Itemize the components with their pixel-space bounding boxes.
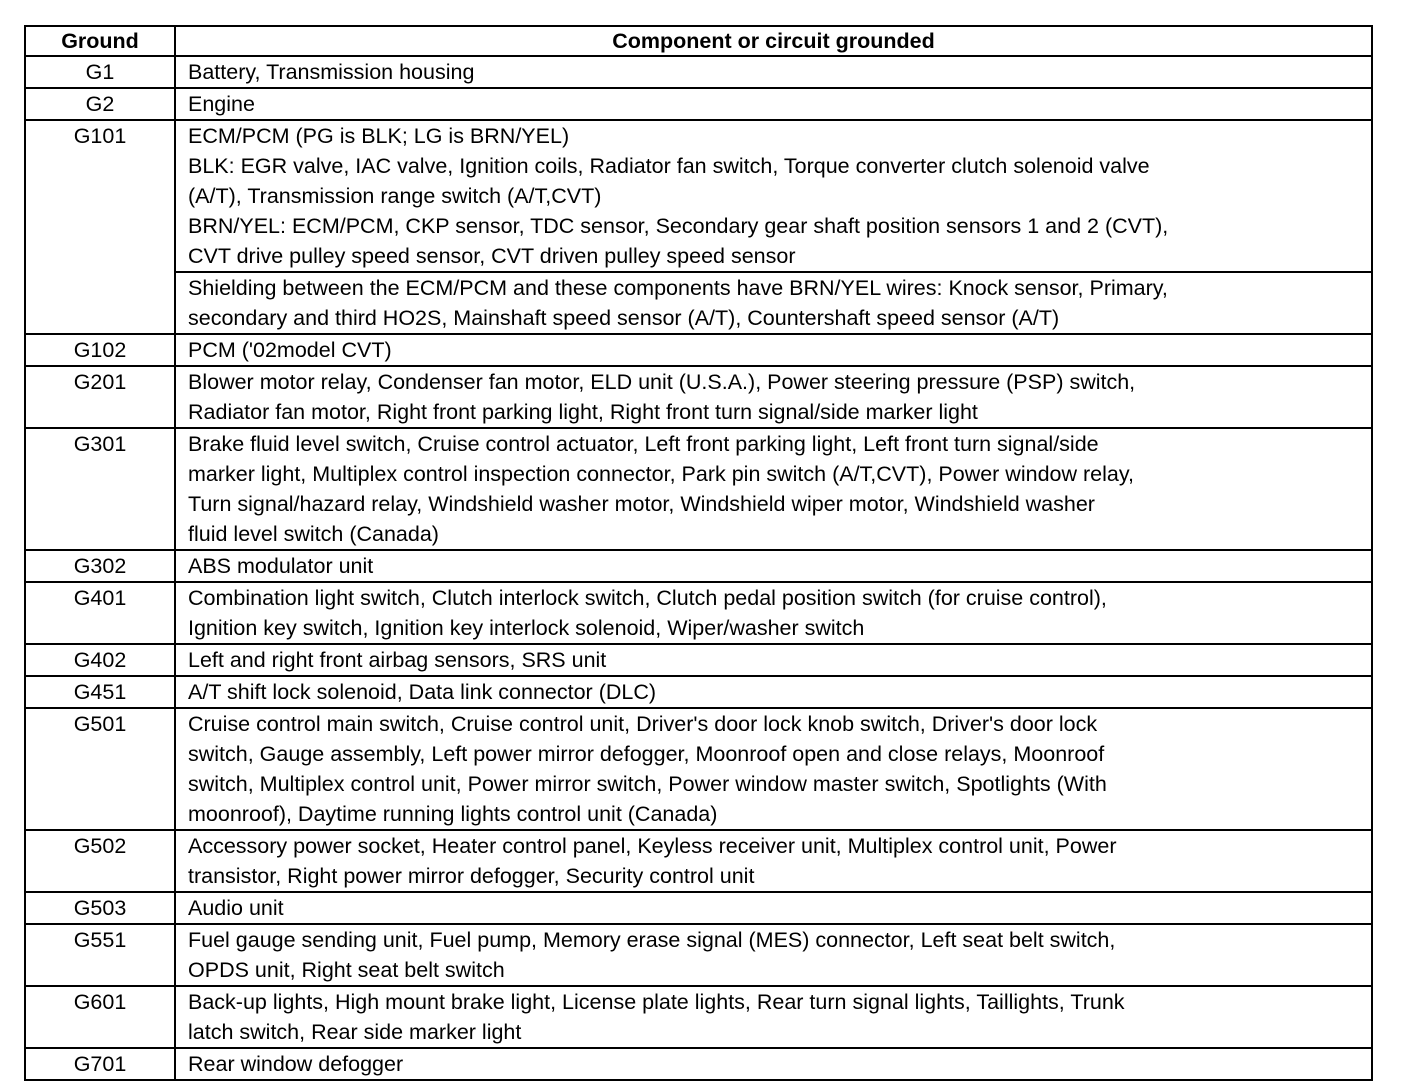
component-cell [175, 428, 1372, 550]
ground-id-cell: G501 [25, 708, 175, 830]
component-column-header: Component or circuit grounded [175, 26, 1372, 56]
component-cell [175, 56, 1372, 88]
ground-circuit-table [24, 25, 1373, 1081]
table-row [25, 56, 1372, 88]
component-cell [175, 676, 1372, 708]
component-line: Battery, Transmission housing [188, 60, 475, 84]
component-line: latch switch, Rear side marker light [188, 1020, 522, 1044]
ground-id-cell: G102 [25, 334, 175, 366]
component-cell [175, 366, 1372, 428]
table-header-row [25, 26, 1372, 56]
component-line: (A/T), Transmission range switch (A/T,CVT) [188, 184, 602, 208]
ground-id-cell: G451 [25, 676, 175, 708]
component-line: moonroof), Daytime running lights control unit (Canada) [188, 802, 718, 826]
component-line: switch, Gauge assembly, Left power mirror defogger, Moonroof open and close relays, Moonroof [188, 742, 1105, 766]
component-line: ECM/PCM (PG is BLK; LG is BRN/YEL) [188, 124, 570, 148]
table-row [25, 334, 1372, 366]
component-line: Left and right front airbag sensors, SRS unit [188, 648, 607, 672]
component-cell [175, 582, 1372, 644]
table-row [25, 272, 1372, 334]
component-line: Back-up lights, High mount brake light, License plate lights, Rear turn signal lights, Taillights, Trunk [188, 990, 1125, 1014]
ground-id-cell: G1 [25, 56, 175, 88]
component-cell-shielding [175, 272, 1372, 334]
table-row [25, 708, 1372, 830]
component-line: Rear window defogger [188, 1052, 404, 1076]
ground-id-cell: G701 [25, 1048, 175, 1080]
component-line: OPDS unit, Right seat belt switch [188, 958, 505, 982]
ground-id-cell: G502 [25, 830, 175, 892]
component-line: A/T shift lock solenoid, Data link connector (DLC) [188, 680, 657, 704]
component-line: Cruise control main switch, Cruise control unit, Driver's door lock knob switch, Driver's door lock [188, 712, 1098, 736]
component-line: BLK: EGR valve, IAC valve, Ignition coils, Radiator fan switch, Torque converter clutch solenoid valve [188, 154, 1150, 178]
component-cell [175, 644, 1372, 676]
component-cell [175, 830, 1372, 892]
table-row [25, 830, 1372, 892]
ground-id-cell: G402 [25, 644, 175, 676]
component-line: Audio unit [188, 896, 284, 920]
component-line: PCM ('02model CVT) [188, 338, 392, 362]
table-row [25, 892, 1372, 924]
component-line: fluid level switch (Canada) [188, 522, 439, 546]
ground-id-cell: G503 [25, 892, 175, 924]
component-line: Turn signal/hazard relay, Windshield washer motor, Windshield wiper motor, Windshield washer [188, 492, 1095, 516]
component-line: ABS modulator unit [188, 554, 374, 578]
table-row [25, 1048, 1372, 1080]
table-row [25, 428, 1372, 550]
component-cell [175, 924, 1372, 986]
ground-id-cell: G302 [25, 550, 175, 582]
component-line: BRN/YEL: ECM/PCM, CKP sensor, TDC sensor, Secondary gear shaft position sensors 1 and 2 (CVT), [188, 214, 1169, 238]
component-cell [175, 892, 1372, 924]
component-cell [175, 1048, 1372, 1080]
component-line: Accessory power socket, Heater control panel, Keyless receiver unit, Multiplex control unit, Power [188, 834, 1117, 858]
component-cell [175, 120, 1372, 272]
table-row [25, 366, 1372, 428]
ground-id-cell: G601 [25, 986, 175, 1048]
table-row [25, 88, 1372, 120]
component-line: Shielding between the ECM/PCM and these components have BRN/YEL wires: Knock sensor, Primary, [188, 276, 1168, 300]
component-line: Engine [188, 92, 255, 116]
component-cell [175, 88, 1372, 120]
ground-id-cell: G2 [25, 88, 175, 120]
ground-column-header: Ground [25, 26, 175, 56]
component-cell [175, 708, 1372, 830]
table-body [25, 56, 1372, 1080]
ground-id-cell: G551 [25, 924, 175, 986]
component-cell [175, 986, 1372, 1048]
table-row [25, 582, 1372, 644]
table-row [25, 550, 1372, 582]
component-line: Fuel gauge sending unit, Fuel pump, Memory erase signal (MES) connector, Left seat belt switch, [188, 928, 1116, 952]
component-line: Brake fluid level switch, Cruise control actuator, Left front parking light, Left front turn signal/side [188, 432, 1099, 456]
table-row [25, 644, 1372, 676]
component-line: transistor, Right power mirror defogger, Security control unit [188, 864, 755, 888]
table-row [25, 986, 1372, 1048]
component-line: switch, Multiplex control unit, Power mirror switch, Power window master switch, Spotlights (With [188, 772, 1107, 796]
component-line: Radiator fan motor, Right front parking light, Right front turn signal/side marker light [188, 400, 978, 424]
component-line: secondary and third HO2S, Mainshaft speed sensor (A/T), Countershaft speed sensor (A/T) [188, 306, 1060, 330]
component-line: CVT drive pulley speed sensor, CVT driven pulley speed sensor [188, 244, 796, 268]
table-row [25, 120, 1372, 272]
component-cell [175, 334, 1372, 366]
component-line: Blower motor relay, Condenser fan motor, ELD unit (U.S.A.), Power steering pressure (PSP) switch, [188, 370, 1136, 394]
ground-id-cell: G301 [25, 428, 175, 550]
component-line: marker light, Multiplex control inspection connector, Park pin switch (A/T,CVT), Power window relay, [188, 462, 1134, 486]
table-row [25, 924, 1372, 986]
ground-id-cell: G401 [25, 582, 175, 644]
table-row [25, 676, 1372, 708]
component-cell [175, 550, 1372, 582]
ground-id-cell: G201 [25, 366, 175, 428]
component-line: Combination light switch, Clutch interlock switch, Clutch pedal position switch (for cruise control), [188, 586, 1107, 610]
component-line: Ignition key switch, Ignition key interlock solenoid, Wiper/washer switch [188, 616, 865, 640]
ground-id-cell: G101 [25, 120, 175, 334]
